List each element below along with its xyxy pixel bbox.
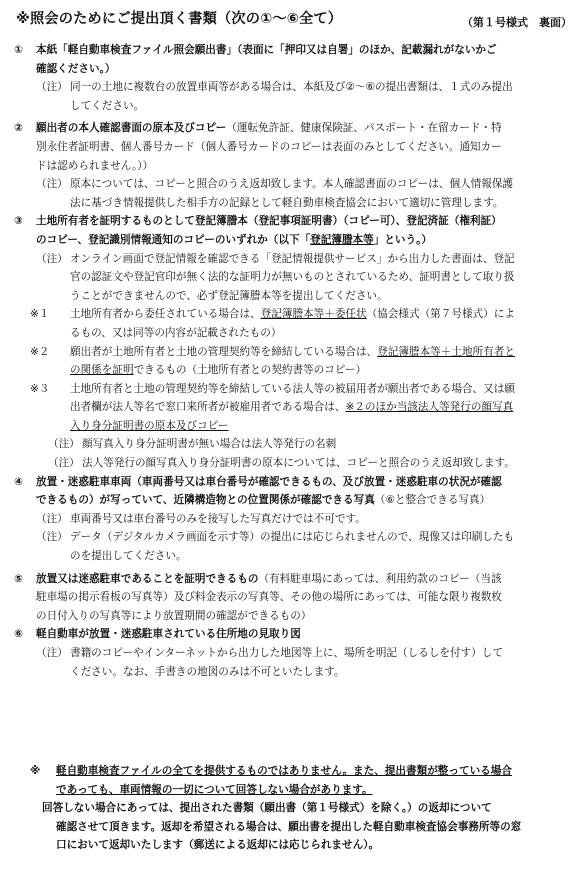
note-tag: （注） bbox=[48, 457, 80, 470]
note-tag: （注） bbox=[36, 178, 68, 191]
sub-underlined: の関係を証明 bbox=[70, 364, 134, 377]
note-tag: （注） bbox=[36, 512, 68, 525]
sub-text: （協会様式（第７号様式）によ bbox=[366, 308, 515, 321]
item-number: ② bbox=[14, 122, 23, 135]
item-5-line: 駐車場の掲示看板の写真等）及び料金表示の写真等、その他の場所にあっては、可能な限り複数枚 bbox=[36, 591, 503, 604]
item-number: ① bbox=[14, 44, 23, 56]
sub-text: 出者欄が法人等名で窓口来所者が被雇用者である場合は、 bbox=[70, 401, 346, 414]
item-6-note bbox=[14, 644, 570, 681]
item-3-note bbox=[14, 250, 570, 306]
item-4-line: 放置・迷惑駐車車両（車両番号又は車台番号が確認できるもの、及び放置・迷惑駐車の状況が確認 bbox=[36, 475, 502, 488]
note-line: してください。 bbox=[70, 99, 145, 112]
item-3-sub-2 bbox=[14, 343, 570, 380]
item-4-text: （⑥と整合できる写真） bbox=[374, 494, 491, 507]
item-3-text: のコピー、登記識別情報通知のコピーのいずれか（以下「 bbox=[36, 233, 311, 246]
item-1-line: 本紙「軽自動車検査ファイル照会願出書」（表面に「押印又は自署」のほか、記載漏れがないかご bbox=[36, 44, 497, 56]
note-line: うことができませんので、必ず登記簿謄本等を提出してください。 bbox=[70, 289, 388, 302]
sub-underlined: 登記簿謄本等＋土地所有者と bbox=[377, 345, 515, 358]
item-3-sub-3 bbox=[14, 380, 570, 436]
note-line: 同一の土地に複数台の放置車両等がある場合は、本紙及び②～⑥の提出書類は、１式のみ提出 bbox=[70, 81, 513, 94]
item-3-line: 土地所有者を証明するものとして登記簿謄本（登記事項証明書）（コピー可）、登記済証（権利証） bbox=[36, 215, 502, 228]
item-2-line: 別永住者証明書、個人番号カード（個人番号カードのコピーは表面のみとしてください。通知カー bbox=[36, 140, 502, 153]
sub-tag: ※１ bbox=[30, 308, 50, 321]
item-3-sub-1 bbox=[14, 305, 570, 342]
item-3-text: 」という。） bbox=[373, 233, 432, 246]
sub-underlined: 入り身分証明書の原本及びコピー bbox=[70, 419, 229, 432]
item-6 bbox=[14, 625, 570, 644]
item-4-note-2 bbox=[14, 528, 570, 565]
item-1-note bbox=[14, 78, 570, 115]
footer-line: 口において返却いたします（郵送による返却には応じられません）。 bbox=[56, 839, 380, 852]
note-line: 書籍のコピーやインターネットから出力した地図等上に、場所を明記（しるしを付す）して bbox=[70, 647, 503, 659]
page-title: ※照会のためにご提出頂く書類（次の①～⑥全て） bbox=[16, 11, 343, 27]
item-5-line: の日付入りの写真等により放置期間の確認ができるもの） bbox=[36, 609, 312, 622]
note-line: オンライン画面で登記情報を確認できる「登記情報提供サービス」から出力した書面は、登記 bbox=[70, 252, 515, 265]
item-5-heading: 放置又は迷惑駐車であることを証明できるもの bbox=[36, 572, 259, 585]
sub-underlined: ※２のほか当該法人等発行の顔写真 bbox=[345, 401, 514, 414]
note-line: 法に基づき情報提供した相手方の記録として軽自動車検査協会において適切に管理します。 bbox=[70, 196, 504, 209]
item-number: ⑤ bbox=[14, 572, 23, 585]
item-number: ④ bbox=[14, 475, 23, 488]
note-tag: （注） bbox=[36, 252, 68, 265]
item-2-note bbox=[14, 175, 570, 212]
item-3-subnote-1 bbox=[14, 435, 570, 454]
sub-line: るもの、又は同等の内容が記載されたもの） bbox=[70, 326, 282, 339]
item-3 bbox=[14, 212, 570, 249]
note-line: 法人等発行の顔写真入り身分証明書の原本については、コピーと照合のうえ返却致します。 bbox=[82, 457, 515, 470]
footer-line: 確認させて頂きます。返却を希望される場合は、願出書を提出した軽自動車検査協会事務所等の窓 bbox=[56, 820, 522, 833]
item-1 bbox=[14, 41, 570, 78]
item-5 bbox=[14, 570, 570, 626]
sub-text: できるもの（土地所有者との契約書等のコピー） bbox=[133, 364, 367, 377]
sub-line: 土地所有者と土地の管理契約等を締結している法人等の被届用者が願出者である場合、又は願 bbox=[70, 382, 515, 395]
note-line: 顔写真入り身分証明書が無い場合は法人等発行の名刺 bbox=[82, 438, 337, 451]
sub-text: 土地所有者から委任されている場合は、 bbox=[70, 308, 261, 321]
item-2-heading: 願出者の本人確認書面の原本及びコピー bbox=[36, 122, 227, 135]
note-tag: （注） bbox=[36, 81, 68, 94]
item-1-line: 確認ください。） bbox=[36, 62, 116, 75]
sub-underlined: 登記簿謄本等＋委任状 bbox=[260, 308, 367, 321]
note-line: 原本については、コピーと照合のうえ返却致します。本人確認書面のコピーは、個人情報保護 bbox=[70, 178, 514, 191]
footer-line: 回答しない場合にあっては、提出された書類（願出書（第１号様式）を除く。）の返却について bbox=[42, 802, 492, 815]
sub-text: 願出者が土地所有者と土地の管理契約等を締結している場合は、 bbox=[70, 345, 378, 358]
note-tag: （注） bbox=[36, 531, 68, 544]
footer-notice bbox=[30, 762, 560, 855]
item-3-subnote-2 bbox=[14, 454, 570, 473]
item-2-line: ドは認められません。）） bbox=[36, 159, 154, 172]
item-4-note-1 bbox=[14, 510, 570, 529]
item-4 bbox=[14, 473, 570, 510]
footer-mark: ※ bbox=[30, 765, 41, 777]
item-4-heading: できるもの）が写っていて、近隣構造物との位置関係が確認できる写真 bbox=[36, 494, 375, 507]
item-2 bbox=[14, 119, 570, 175]
item-6-heading: 軽自動車が放置・迷惑駐車されている住所地の見取り図 bbox=[36, 628, 301, 641]
item-2-text: （運転免許証、健康保険証、パスポート・在留カード・特 bbox=[226, 122, 502, 135]
note-line: ください。なお、手書きの地図のみは不可といたします。 bbox=[70, 665, 345, 678]
document-body bbox=[14, 41, 570, 681]
sub-tag: ※３ bbox=[30, 382, 50, 395]
footer-line: であっても、車両情報の一切について回答しない場合があります。 bbox=[56, 783, 373, 796]
item-number: ⑥ bbox=[14, 628, 23, 641]
note-line: 官の認証文や登記官印が無く法的な証明力が無いものとされているため、証明書として取り扱 bbox=[70, 271, 515, 284]
note-line: データ（デジタルカメラ画面を示す等）の提出には応じられませんので、現像又は印刷したも bbox=[70, 531, 515, 544]
note-line: 車両番号又は車台番号のみを接写した写真だけでは不可です。 bbox=[70, 512, 366, 525]
note-line: のを提出してください。 bbox=[70, 550, 187, 563]
item-5-text: （有料駐車場にあっては、利用約款のコピー（当該 bbox=[258, 572, 502, 585]
item-3-underlined: 登記簿謄本等 bbox=[310, 233, 374, 246]
item-number: ③ bbox=[14, 215, 23, 228]
footer-line: 軽自動車検査ファイルの全てを提供するものではありません。また、提出書類が整っている場合 bbox=[56, 765, 512, 777]
note-tag: （注） bbox=[48, 438, 80, 451]
form-label: （第１号様式 裏面） bbox=[462, 16, 572, 29]
sub-tag: ※２ bbox=[30, 345, 50, 358]
note-tag: （注） bbox=[36, 647, 68, 659]
